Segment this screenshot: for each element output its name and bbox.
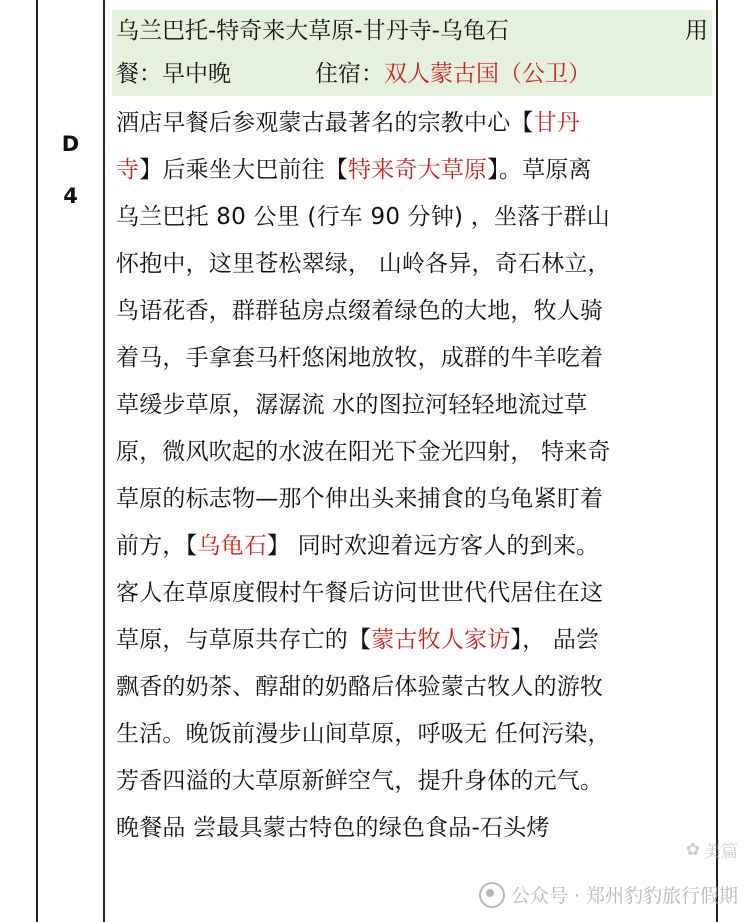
text-line: 怀抱中，这里苍松翠绿， 山岭各异，奇石林立， — [116, 251, 611, 277]
text-line: 着马，手拿套马杆悠闲地放牧，成群的牛羊吃着 — [116, 345, 604, 371]
text-line: 芳香四溢的大草原新鲜空气，提升身体的元气。 — [116, 768, 604, 794]
watermark-logo-icon: ✿ — [685, 839, 700, 860]
text-line — [116, 100, 712, 147]
table-border-middle — [103, 0, 105, 922]
text-line: 草缓步草原，潺潺流 水的图拉河轻轻地流过草 — [116, 392, 588, 418]
text-segment: 草原，与草原共存亡的【 — [116, 627, 372, 653]
route-title: 乌兰巴托-特奇来大草原-甘丹寺-乌龟石 — [116, 18, 509, 44]
text-line — [116, 147, 712, 194]
header-line-1 — [116, 10, 708, 53]
watermark — [479, 881, 738, 908]
lodging-value: 双人蒙古国（公卫） — [384, 61, 591, 87]
text-line: 晚餐品 尝最具蒙古特色的绿色食品-石头烤 — [116, 815, 550, 841]
day-label-letter: D — [61, 132, 80, 156]
highlight-place: 乌龟石 — [197, 533, 267, 559]
text-line: 鸟语花香，群群毡房点缀着绿色的大地，牧人骑 — [116, 298, 604, 324]
text-line — [116, 617, 712, 664]
highlight-place: 寺 — [116, 157, 140, 183]
text-line: 草原的标志物—那个伸出头来捕食的乌龟紧盯着 — [116, 486, 604, 512]
text-line: 客人在草原度假村午餐后访问世世代代居住在这 — [116, 580, 604, 606]
highlight-place: 甘丹 — [533, 110, 581, 136]
text-line: 乌兰巴托 80 公里 (行车 90 分钟) ，坐落于群山 — [116, 204, 610, 230]
lodging-label: 住宿： — [315, 61, 384, 87]
day-label — [38, 118, 103, 222]
watermark-small — [686, 837, 738, 862]
text-segment: 酒店早餐后参观蒙古最著名的宗教中心【 — [116, 110, 534, 136]
wechat-icon — [479, 882, 505, 908]
meal-label-start: 用 — [685, 18, 708, 44]
watermark-small-text: 美篇 — [704, 842, 738, 862]
day-header — [112, 10, 712, 96]
header-line-2 — [116, 53, 708, 96]
day-description — [116, 100, 712, 852]
meal-info: 餐：早中晚 — [116, 61, 231, 87]
watermark-text: 公众号 · 郑州豹豹旅行假期 — [510, 885, 738, 907]
text-line: 原，微风吹起的水波在阳光下金光四射， 特来奇 — [116, 439, 611, 465]
text-segment: 】。草原离 — [487, 157, 592, 183]
table-border-right — [716, 0, 718, 922]
day-content — [116, 10, 712, 852]
text-line: 生活。晚饭前漫步山间草原，呼吸无 任何污染， — [116, 721, 611, 747]
lodging-info — [315, 53, 591, 96]
text-segment: 】后乘坐大巴前往【 — [139, 157, 349, 183]
text-line: 飘香的奶茶、醇甜的奶酪后体验蒙古牧人的游牧 — [116, 674, 604, 700]
text-line — [116, 523, 712, 570]
highlight-place: 特来奇大草原 — [348, 157, 488, 183]
day-label-number: 4 — [63, 184, 78, 208]
text-segment: 】， 品尝 — [510, 627, 600, 653]
text-segment: 前方，【 — [116, 533, 198, 559]
highlight-place: 蒙古牧人家访 — [371, 627, 511, 653]
text-segment: 】 同时欢迎着远方客人的到来。 — [266, 533, 600, 559]
